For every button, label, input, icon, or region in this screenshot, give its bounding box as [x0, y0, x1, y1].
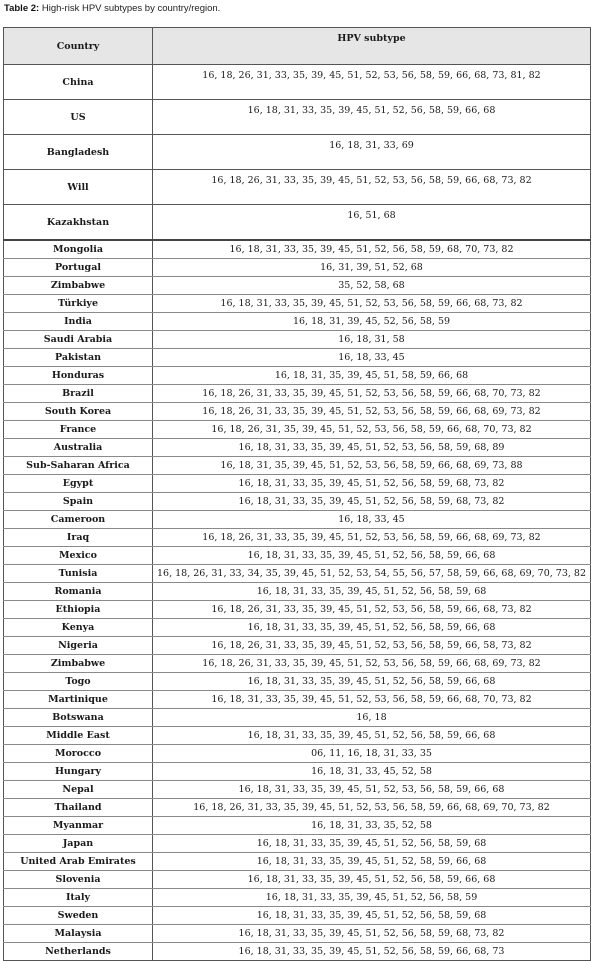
hpv-subtype-cell: 16, 18, 26, 31, 33, 35, 39, 45, 51, 52, 53, 56, 58, 59, 66, 68, 69, 73, 82: [153, 655, 591, 673]
table-row: [4, 385, 591, 403]
table-row: [4, 619, 591, 637]
table-row: [4, 835, 591, 853]
table-row: [4, 673, 591, 691]
hpv-subtype-cell: 16, 18, 31, 33, 35, 39, 45, 51, 52, 56, 58, 59, 68, 73, 82: [153, 925, 591, 943]
country-cell: Kenya: [4, 619, 153, 637]
table-row: [4, 457, 591, 475]
hpv-subtype-cell: 16, 18, 26, 31, 33, 35, 39, 45, 51, 52, 53, 56, 58, 59, 66, 68, 73, 82: [153, 170, 591, 205]
hpv-subtype-cell: 16, 18, 31, 58: [153, 331, 591, 349]
table-row: [4, 691, 591, 709]
table-row: [4, 601, 591, 619]
country-cell: Sub-Saharan Africa: [4, 457, 153, 475]
hpv-subtype-cell: 16, 18, 31, 33, 35, 39, 45, 51, 52, 53, 56, 58, 59, 66, 68, 73, 82: [153, 295, 591, 313]
table-row: [4, 240, 591, 259]
country-cell: South Korea: [4, 403, 153, 421]
table-row: [4, 100, 591, 135]
country-cell: Martinique: [4, 691, 153, 709]
table-row: [4, 637, 591, 655]
country-cell: Mongolia: [4, 240, 153, 259]
table-row: [4, 655, 591, 673]
country-cell: Portugal: [4, 259, 153, 277]
table-row: [4, 871, 591, 889]
table-row: [4, 799, 591, 817]
table-row: [4, 277, 591, 295]
table-row: [4, 727, 591, 745]
hpv-subtype-cell: 16, 18, 26, 31, 35, 39, 45, 51, 52, 53, 56, 58, 59, 66, 68, 70, 73, 82: [153, 421, 591, 439]
country-cell: Botswana: [4, 709, 153, 727]
table-row: [4, 529, 591, 547]
country-cell: Australia: [4, 439, 153, 457]
table-row: [4, 853, 591, 871]
hpv-subtype-cell: 16, 18, 31, 33, 35, 39, 45, 51, 52, 53, 56, 58, 59, 66, 68: [153, 781, 591, 799]
country-cell: Bangladesh: [4, 135, 153, 170]
hpv-subtype-cell: 16, 18, 26, 31, 33, 35, 39, 45, 51, 52, 53, 56, 58, 59, 66, 68, 69, 73, 82: [153, 529, 591, 547]
table-row: [4, 493, 591, 511]
hpv-subtype-cell: 16, 18, 31, 33, 35, 39, 45, 51, 52, 56, 58, 59, 68: [153, 907, 591, 925]
hpv-subtype-cell: 16, 18, 31, 35, 39, 45, 51, 52, 53, 56, 58, 59, 66, 68, 69, 73, 88: [153, 457, 591, 475]
hpv-subtype-cell: 16, 18, 31, 33, 35, 39, 45, 51, 52, 56, 58, 59, 66, 68: [153, 727, 591, 745]
country-cell: Hungary: [4, 763, 153, 781]
country-cell: Kazakhstan: [4, 205, 153, 241]
country-cell: Japan: [4, 835, 153, 853]
table-row: [4, 907, 591, 925]
table-row: [4, 135, 591, 170]
hpv-subtype-cell: 16, 18, 33, 45: [153, 349, 591, 367]
hpv-subtype-cell: 16, 18, 31, 33, 35, 39, 45, 51, 52, 56, 58, 59: [153, 889, 591, 907]
country-cell: Spain: [4, 493, 153, 511]
country-cell: Honduras: [4, 367, 153, 385]
hpv-subtype-table: [3, 27, 591, 961]
hpv-subtype-cell: 16, 18, 31, 33, 35, 39, 45, 51, 52, 56, 58, 59, 66, 68: [153, 547, 591, 565]
table-row: [4, 583, 591, 601]
hpv-subtype-cell: 16, 18, 26, 31, 33, 35, 39, 45, 51, 52, 53, 56, 58, 59, 66, 68, 69, 70, 73, 82: [153, 799, 591, 817]
hpv-subtype-cell: 16, 18, 31, 33, 35, 39, 45, 51, 52, 53, 56, 58, 59, 68, 89: [153, 439, 591, 457]
table-row: [4, 943, 591, 961]
country-cell: United Arab Emirates: [4, 853, 153, 871]
country-cell: Ethiopia: [4, 601, 153, 619]
country-cell: Thailand: [4, 799, 153, 817]
country-cell: Nepal: [4, 781, 153, 799]
caption-text: High-risk HPV subtypes by country/region.: [39, 3, 221, 14]
table-row: [4, 367, 591, 385]
hpv-subtype-cell: 16, 18, 31, 33, 35, 52, 58: [153, 817, 591, 835]
country-cell: Netherlands: [4, 943, 153, 961]
country-cell: Türkiye: [4, 295, 153, 313]
country-cell: India: [4, 313, 153, 331]
header-hpv-subtype: HPV subtype: [153, 28, 591, 65]
table-row: [4, 547, 591, 565]
country-cell: Mexico: [4, 547, 153, 565]
table-header-row: [4, 28, 591, 65]
hpv-subtype-cell: 16, 18, 31, 33, 35, 39, 45, 51, 52, 56, 58, 59, 66, 68: [153, 871, 591, 889]
country-cell: Nigeria: [4, 637, 153, 655]
country-cell: Zimbabwe: [4, 655, 153, 673]
hpv-subtype-cell: 16, 18, 31, 33, 35, 39, 45, 51, 52, 56, 58, 59, 66, 68: [153, 619, 591, 637]
country-cell: Togo: [4, 673, 153, 691]
hpv-subtype-cell: 16, 18, 31, 35, 39, 45, 51, 58, 59, 66, 68: [153, 367, 591, 385]
hpv-subtype-cell: 16, 18, 31, 33, 35, 39, 45, 51, 52, 56, 58, 59, 66, 68, 73: [153, 943, 591, 961]
hpv-subtype-cell: 16, 18, 31, 33, 35, 39, 45, 51, 52, 58, 59, 66, 68: [153, 853, 591, 871]
country-cell: Iraq: [4, 529, 153, 547]
country-cell: China: [4, 65, 153, 100]
country-cell: Zimbabwe: [4, 277, 153, 295]
table-row: [4, 205, 591, 241]
country-cell: Saudi Arabia: [4, 331, 153, 349]
country-cell: Malaysia: [4, 925, 153, 943]
hpv-subtype-cell: 16, 18, 31, 33, 35, 39, 45, 51, 52, 56, 58, 59, 68: [153, 583, 591, 601]
hpv-subtype-cell: 16, 18, 31, 33, 35, 39, 45, 51, 52, 56, 58, 59, 68, 70, 73, 82: [153, 240, 591, 259]
country-cell: France: [4, 421, 153, 439]
hpv-subtype-cell: 16, 18, 26, 31, 33, 34, 35, 39, 45, 51, 52, 53, 54, 55, 56, 57, 58, 59, 66, 68, 69, 70, 73, 82: [153, 565, 591, 583]
table-row: [4, 65, 591, 100]
country-cell: Pakistan: [4, 349, 153, 367]
hpv-subtype-cell: 16, 18, 31, 33, 35, 39, 45, 51, 52, 56, 58, 59, 68, 73, 82: [153, 475, 591, 493]
table-row: [4, 565, 591, 583]
hpv-subtype-cell: 16, 18, 26, 31, 33, 35, 39, 45, 51, 52, 53, 56, 58, 59, 66, 68, 73, 81, 82: [153, 65, 591, 100]
table-row: [4, 170, 591, 205]
table-row: [4, 439, 591, 457]
table-row: [4, 709, 591, 727]
table-row: [4, 817, 591, 835]
country-cell: Myanmar: [4, 817, 153, 835]
table-row: [4, 421, 591, 439]
country-cell: Egypt: [4, 475, 153, 493]
table-caption: [4, 3, 220, 14]
hpv-subtype-cell: 16, 18, 31, 33, 45, 52, 58: [153, 763, 591, 781]
hpv-subtype-cell: 16, 51, 68: [153, 205, 591, 241]
hpv-subtype-cell: 16, 18, 26, 31, 33, 35, 39, 45, 51, 52, 53, 56, 58, 59, 66, 58, 73, 82: [153, 637, 591, 655]
country-cell: Italy: [4, 889, 153, 907]
table-row: [4, 889, 591, 907]
country-cell: Sweden: [4, 907, 153, 925]
hpv-subtype-cell: 16, 18, 31, 33, 35, 39, 45, 51, 52, 56, 58, 59, 68, 73, 82: [153, 493, 591, 511]
country-cell: Will: [4, 170, 153, 205]
country-cell: Tunisia: [4, 565, 153, 583]
table-row: [4, 259, 591, 277]
header-country: Country: [4, 28, 153, 65]
hpv-subtype-cell: 16, 31, 39, 51, 52, 68: [153, 259, 591, 277]
table-row: [4, 349, 591, 367]
table-row: [4, 403, 591, 421]
table-row: [4, 763, 591, 781]
hpv-subtype-cell: 16, 18, 26, 31, 33, 35, 39, 45, 51, 52, 53, 56, 58, 59, 66, 68, 73, 82: [153, 601, 591, 619]
table-row: [4, 925, 591, 943]
country-cell: Cameroon: [4, 511, 153, 529]
table-row: [4, 781, 591, 799]
hpv-subtype-cell: 16, 18, 31, 33, 35, 39, 45, 51, 52, 56, 58, 59, 66, 68: [153, 100, 591, 135]
hpv-subtype-cell: 16, 18, 26, 31, 33, 35, 39, 45, 51, 52, 53, 56, 58, 59, 66, 68, 69, 73, 82: [153, 403, 591, 421]
hpv-subtype-cell: 16, 18, 31, 33, 35, 39, 45, 51, 52, 53, 56, 58, 59, 66, 68, 70, 73, 82: [153, 691, 591, 709]
country-cell: Slovenia: [4, 871, 153, 889]
table-row: [4, 475, 591, 493]
caption-label: Table 2:: [4, 3, 40, 14]
hpv-subtype-cell: 16, 18, 31, 39, 45, 52, 56, 58, 59: [153, 313, 591, 331]
hpv-subtype-cell: 16, 18, 33, 45: [153, 511, 591, 529]
table-row: [4, 331, 591, 349]
hpv-subtype-cell: 16, 18: [153, 709, 591, 727]
table-row: [4, 511, 591, 529]
country-cell: Romania: [4, 583, 153, 601]
hpv-subtype-cell: 35, 52, 58, 68: [153, 277, 591, 295]
table-body: [4, 65, 591, 961]
hpv-subtype-cell: 16, 18, 31, 33, 69: [153, 135, 591, 170]
table-row: [4, 295, 591, 313]
table-row: [4, 313, 591, 331]
hpv-subtype-cell: 16, 18, 31, 33, 35, 39, 45, 51, 52, 56, 58, 59, 66, 68: [153, 673, 591, 691]
country-cell: Morocco: [4, 745, 153, 763]
hpv-subtype-cell: 16, 18, 26, 31, 33, 35, 39, 45, 51, 52, 53, 56, 58, 59, 66, 68, 70, 73, 82: [153, 385, 591, 403]
country-cell: Brazil: [4, 385, 153, 403]
hpv-subtype-cell: 06, 11, 16, 18, 31, 33, 35: [153, 745, 591, 763]
country-cell: US: [4, 100, 153, 135]
hpv-subtype-cell: 16, 18, 31, 33, 35, 39, 45, 51, 52, 56, 58, 59, 68: [153, 835, 591, 853]
country-cell: Middle East: [4, 727, 153, 745]
table-row: [4, 745, 591, 763]
